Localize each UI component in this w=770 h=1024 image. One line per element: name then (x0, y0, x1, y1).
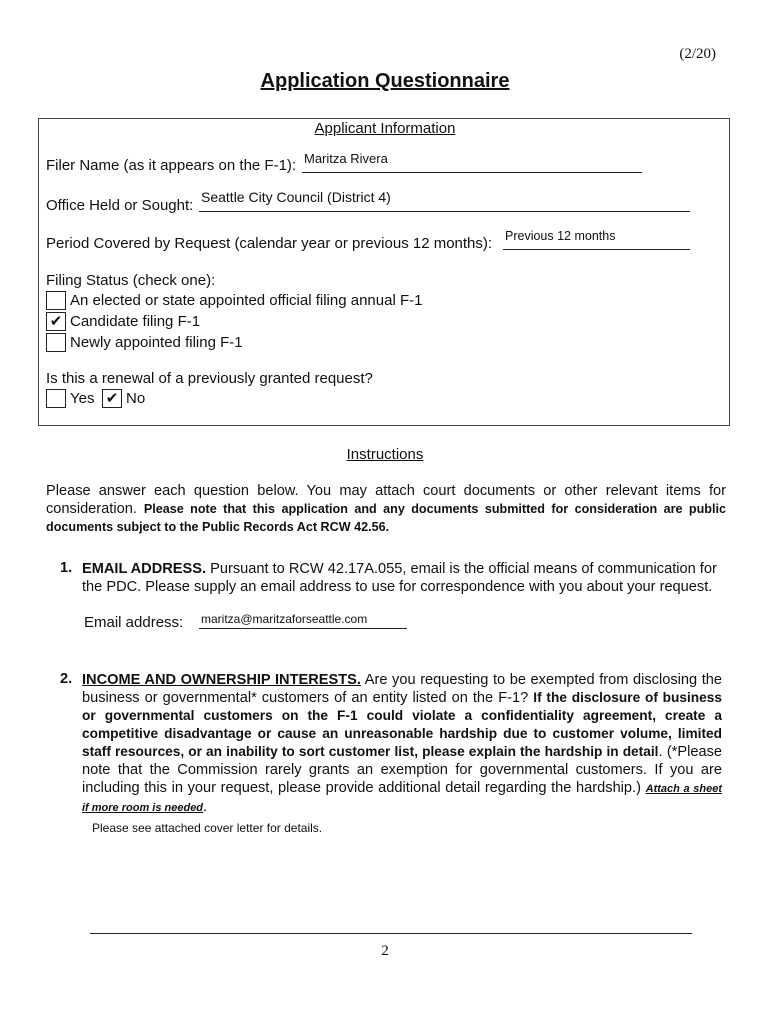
instructions-plain: Please answer each question below. You may attach court documents or other relevant items for consideration. (46, 483, 726, 517)
footer-rule (90, 933, 692, 934)
email-label: Email address: (84, 614, 184, 631)
instructions-title: Instructions (346, 446, 424, 463)
renewal-no-checkbox[interactable]: ✔ (102, 389, 122, 408)
period-label: Period Covered by Request (calendar year or previous 12 months): (46, 235, 493, 252)
q2-period: . (203, 799, 208, 815)
filing-status-new-label: Newly appointed filing F-1 (70, 334, 243, 351)
filing-status-checkbox-annual[interactable] (46, 291, 66, 310)
email-line (199, 628, 407, 629)
q1-body: Pursuant to RCW 42.17A.055, email is the official means of communication for the PDC. Please supply an email address to use for correspondence with you about your request. (82, 561, 717, 595)
q2-number: 2. (60, 671, 73, 687)
q2-attach-note: Attach a sheet if more room is needed (82, 783, 722, 814)
page-number: 2 (381, 943, 389, 959)
filing-status-annual-label: An elected or state appointed official filing annual F-1 (70, 292, 423, 309)
filing-status-candidate-label: Candidate filing F-1 (70, 313, 201, 330)
renewal-yes-label: Yes (70, 390, 95, 407)
filing-status-label: Filing Status (check one): (46, 272, 216, 289)
renewal-question: Is this a renewal of a previously granted request? (46, 370, 373, 387)
q1-text (82, 560, 722, 596)
filer-name-label: Filer Name (as it appears on the F-1): (46, 157, 297, 174)
filer-name-line (302, 172, 642, 173)
q2-heading: INCOME AND OWNERSHIP INTERESTS. (82, 672, 361, 688)
q2-answer[interactable]: Please see attached cover letter for details. (92, 821, 323, 835)
filer-name-value[interactable]: Maritza Rivera (304, 151, 388, 166)
instructions-text (46, 482, 726, 536)
period-line (503, 249, 690, 250)
office-line (199, 211, 690, 212)
filing-status-checkbox-candidate[interactable]: ✔ (46, 312, 66, 331)
q1-heading: EMAIL ADDRESS. (82, 561, 207, 577)
page-title: Application Questionnaire (260, 70, 510, 92)
q2-bold: If the disclosure of business or governmental customers on the F-1 could violate a confidentiality agreement, create a competitive disadvantage or cause an unreasonable hardship due to customer volume, limited staff resources, or an inability to sort customer list, please explain the hardship in detail (82, 690, 723, 759)
revision-date: (2/20) (679, 46, 716, 62)
instructions-bold: Please note that this application and any documents submitted for consideration are public documents subject to the Public Records Act RCW 42.56. (46, 502, 726, 534)
applicant-section-title: Applicant Information (314, 120, 456, 137)
office-label: Office Held or Sought: (46, 197, 194, 214)
filing-status-checkbox-new[interactable] (46, 333, 66, 352)
q2-text (82, 671, 722, 817)
q2-body-1: Are you requesting to be exempted from disclosing the business or governmental* customers of an entity listed on the F-1? (82, 672, 722, 706)
period-value[interactable]: Previous 12 months (505, 229, 616, 243)
email-value[interactable]: maritza@maritzaforseattle.com (201, 612, 368, 626)
q1-number: 1. (60, 560, 73, 576)
q2-body-2: . (*Please note that the Commission rarely grants an exemption for governmental customers. If you are including this in your request, please provide additional detail regarding the hardship.) (82, 744, 722, 796)
renewal-yes-checkbox[interactable] (46, 389, 66, 408)
office-value[interactable]: Seattle City Council (District 4) (201, 189, 391, 205)
renewal-no-label: No (126, 390, 146, 407)
